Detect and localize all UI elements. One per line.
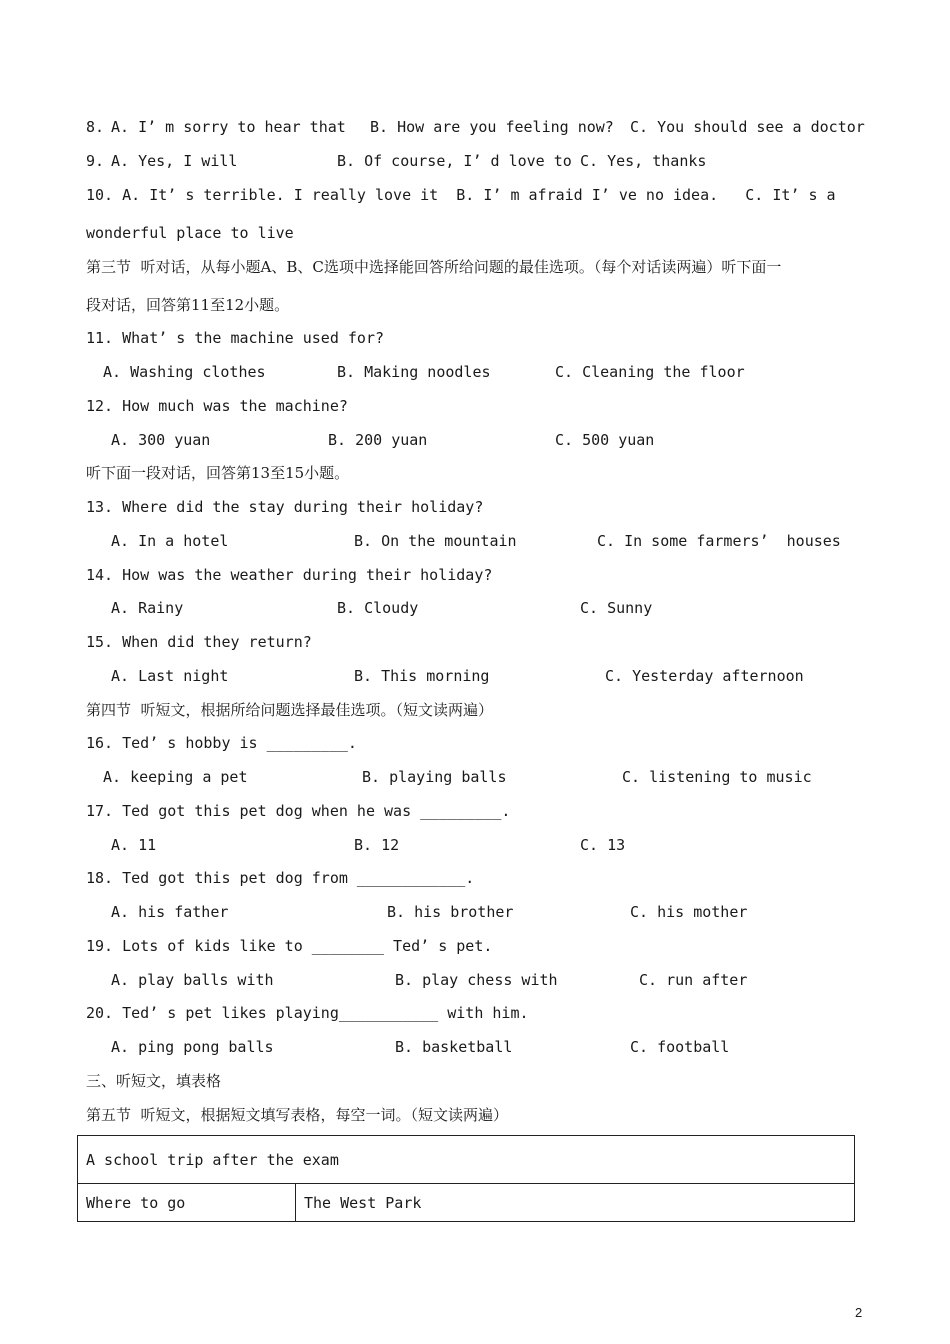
q19-question: 19. Lots of kids like to ________ Ted’ s pet. bbox=[86, 937, 493, 955]
row-label-where-to-go: Where to go bbox=[78, 1184, 296, 1222]
q8-option-c: C. You should see a doctor bbox=[630, 118, 865, 136]
page-number: 2 bbox=[855, 1305, 863, 1320]
section3-heading: 第三节 听对话，从每小题A、B、C选项中选择能回答所给问题的最佳选项。（每个对话读两遍）听下面一 bbox=[86, 258, 782, 276]
q19-option-c: C. run after bbox=[639, 971, 748, 989]
q9-number: 9. bbox=[86, 152, 105, 170]
q12-option-c: C. 500 yuan bbox=[555, 431, 655, 449]
q17-question: 17. Ted got this pet dog when he was _________. bbox=[86, 802, 511, 820]
trip-info-table bbox=[77, 1135, 855, 1222]
table-row bbox=[78, 1184, 855, 1222]
q18-option-c: C. his mother bbox=[630, 903, 748, 921]
q9-option-c: C. Yes, thanks bbox=[580, 152, 707, 170]
q13-question: 13. Where did the stay during their holiday? bbox=[86, 498, 484, 516]
q9-option-a: A. Yes, I will bbox=[111, 152, 238, 170]
q20-option-b: B. basketball bbox=[395, 1038, 513, 1056]
table-header-cell: A school trip after the exam bbox=[78, 1136, 855, 1184]
q11-option-a: A. Washing clothes bbox=[103, 363, 266, 381]
section3-heading-cont: 段对话，回答第11至12小题。 bbox=[86, 296, 290, 314]
q12-option-b: B. 200 yuan bbox=[328, 431, 428, 449]
q11-option-b: B. Making noodles bbox=[337, 363, 491, 381]
section3-intro-2: 听下面一段对话，回答第13至15小题。 bbox=[86, 464, 350, 482]
q20-option-a: A. ping pong balls bbox=[111, 1038, 274, 1056]
q14-option-c: C. Sunny bbox=[580, 599, 653, 617]
q13-option-a: A. In a hotel bbox=[111, 532, 229, 550]
q8-option-b: B. How are you feeling now? bbox=[370, 118, 614, 136]
q11-option-c: C. Cleaning the floor bbox=[555, 363, 745, 381]
q18-option-a: A. his father bbox=[111, 903, 229, 921]
q10-line-1: 10. A. It’ s terrible. I really love it B. I’ m afraid I’ ve no idea. C. It’ s a bbox=[86, 186, 836, 204]
q15-option-c: C. Yesterday afternoon bbox=[605, 667, 804, 685]
q12-option-a: A. 300 yuan bbox=[111, 431, 211, 449]
q20-question: 20. Ted’ s pet likes playing___________ with him. bbox=[86, 1004, 529, 1022]
row-value-where-to-go: The West Park bbox=[296, 1184, 855, 1222]
part3-title: 三、听短文，填表格 bbox=[86, 1072, 222, 1090]
q8-number: 8. bbox=[86, 118, 105, 136]
q18-option-b: B. his brother bbox=[387, 903, 514, 921]
q8-option-a: A. I’ m sorry to hear that bbox=[111, 118, 346, 136]
q15-question: 15. When did they return? bbox=[86, 633, 312, 651]
q16-option-a: A. keeping a pet bbox=[103, 768, 248, 786]
q20-option-c: C. football bbox=[630, 1038, 730, 1056]
q14-question: 14. How was the weather during their holiday? bbox=[86, 566, 493, 584]
q19-option-a: A. play balls with bbox=[111, 971, 274, 989]
q14-option-a: A. Rainy bbox=[111, 599, 184, 617]
section4-heading: 第四节 听短文，根据所给问题选择最佳选项。（短文读两遍） bbox=[86, 701, 494, 719]
q17-option-a: A. 11 bbox=[111, 836, 157, 854]
section5-heading: 第五节 听短文，根据短文填写表格，每空一词。（短文读两遍） bbox=[86, 1106, 509, 1124]
q18-question: 18. Ted got this pet dog from ____________. bbox=[86, 869, 475, 887]
q10-line-2: wonderful place to live bbox=[86, 224, 294, 242]
q14-option-b: B. Cloudy bbox=[337, 599, 419, 617]
q17-option-c: C. 13 bbox=[580, 836, 626, 854]
table-header-row bbox=[78, 1136, 855, 1184]
q16-option-b: B. playing balls bbox=[362, 768, 507, 786]
q13-option-c: C. In some farmers’ houses bbox=[597, 532, 841, 550]
q15-option-a: A. Last night bbox=[111, 667, 229, 685]
q15-option-b: B. This morning bbox=[354, 667, 490, 685]
q19-option-b: B. play chess with bbox=[395, 971, 558, 989]
q17-option-b: B. 12 bbox=[354, 836, 400, 854]
q13-option-b: B. On the mountain bbox=[354, 532, 517, 550]
q16-question: 16. Ted’ s hobby is _________. bbox=[86, 734, 357, 752]
q16-option-c: C. listening to music bbox=[622, 768, 812, 786]
q9-option-b: B. Of course, I’ d love to bbox=[337, 152, 572, 170]
q12-question: 12. How much was the machine? bbox=[86, 397, 348, 415]
q11-question: 11. What’ s the machine used for? bbox=[86, 329, 385, 347]
